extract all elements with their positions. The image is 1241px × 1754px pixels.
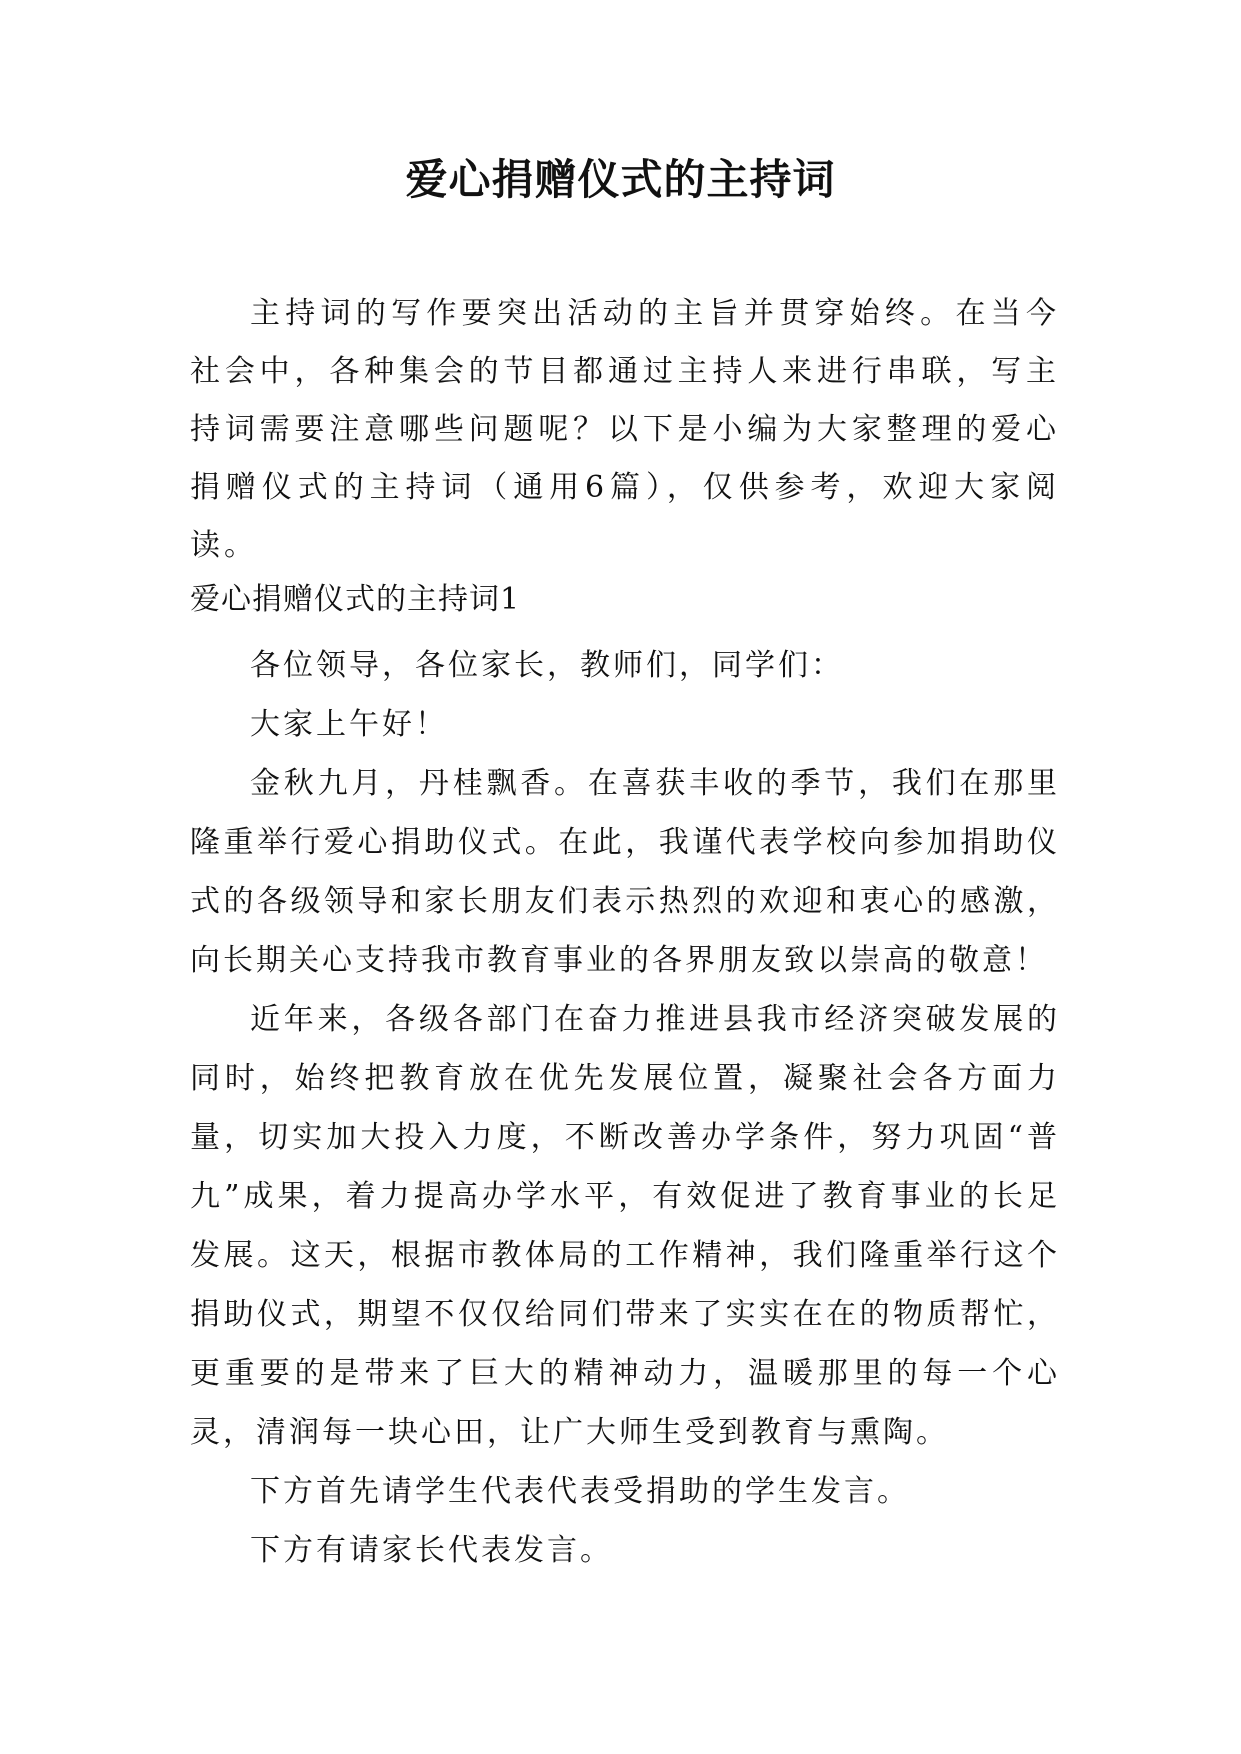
parent-speech-paragraph: 下方有请家长代表发言。 xyxy=(250,1533,613,1568)
salutation-paragraph: 大家上午好！ xyxy=(250,707,448,742)
body-text xyxy=(190,636,1060,1580)
student-speech-paragraph: 下方首先请学生代表代表受捐助的学生发言。 xyxy=(250,1474,910,1509)
greeting-paragraph: 各位领导，各位家长，教师们，同学们： xyxy=(250,648,844,683)
intro-paragraph: 主持词的写作要突出活动的主旨并贯穿始终。在当今社会中，各种集会的节目都通过主持人来进行串联，写主持词需要注意哪些问题呢？以下是小编为大家整理的爱心捐赠仪式的主持词（通用6篇），仅供参考，欢迎大家阅读。 xyxy=(190,296,1060,563)
background-paragraph: 近年来，各级各部门在奋力推进县我市经济突破发展的同时，始终把教育放在优先发展位置，凝聚社会各方面力量，切实加大投入力度，不断改善办学条件，努力巩固“普九”成果，着力提高办学水平，有效促进了教育事业的长足发展。这天，根据市教体局的工作精神，我们隆重举行这个捐助仪式，期望不仅仅给同们带来了实实在在的物质帮忙，更重要的是带来了巨大的精神动力，温暖那里的每一个心灵，清润每一块心田，让广大师生受到教育与熏陶。 xyxy=(190,1002,1060,1450)
document-title: 爱心捐赠仪式的主持词 xyxy=(405,155,836,204)
section-heading: 爱心捐赠仪式的主持词1 xyxy=(190,582,521,617)
welcome-paragraph: 金秋九月，丹桂飘香。在喜获丰收的季节，我们在那里隆重举行爱心捐助仪式。在此，我谨代表学校向参加捐助仪式的各级领导和家长朋友们表示热烈的欢迎和衷心的感激，向长期关心支持我市教育事业的各界朋友致以崇高的敬意！ xyxy=(190,766,1060,978)
